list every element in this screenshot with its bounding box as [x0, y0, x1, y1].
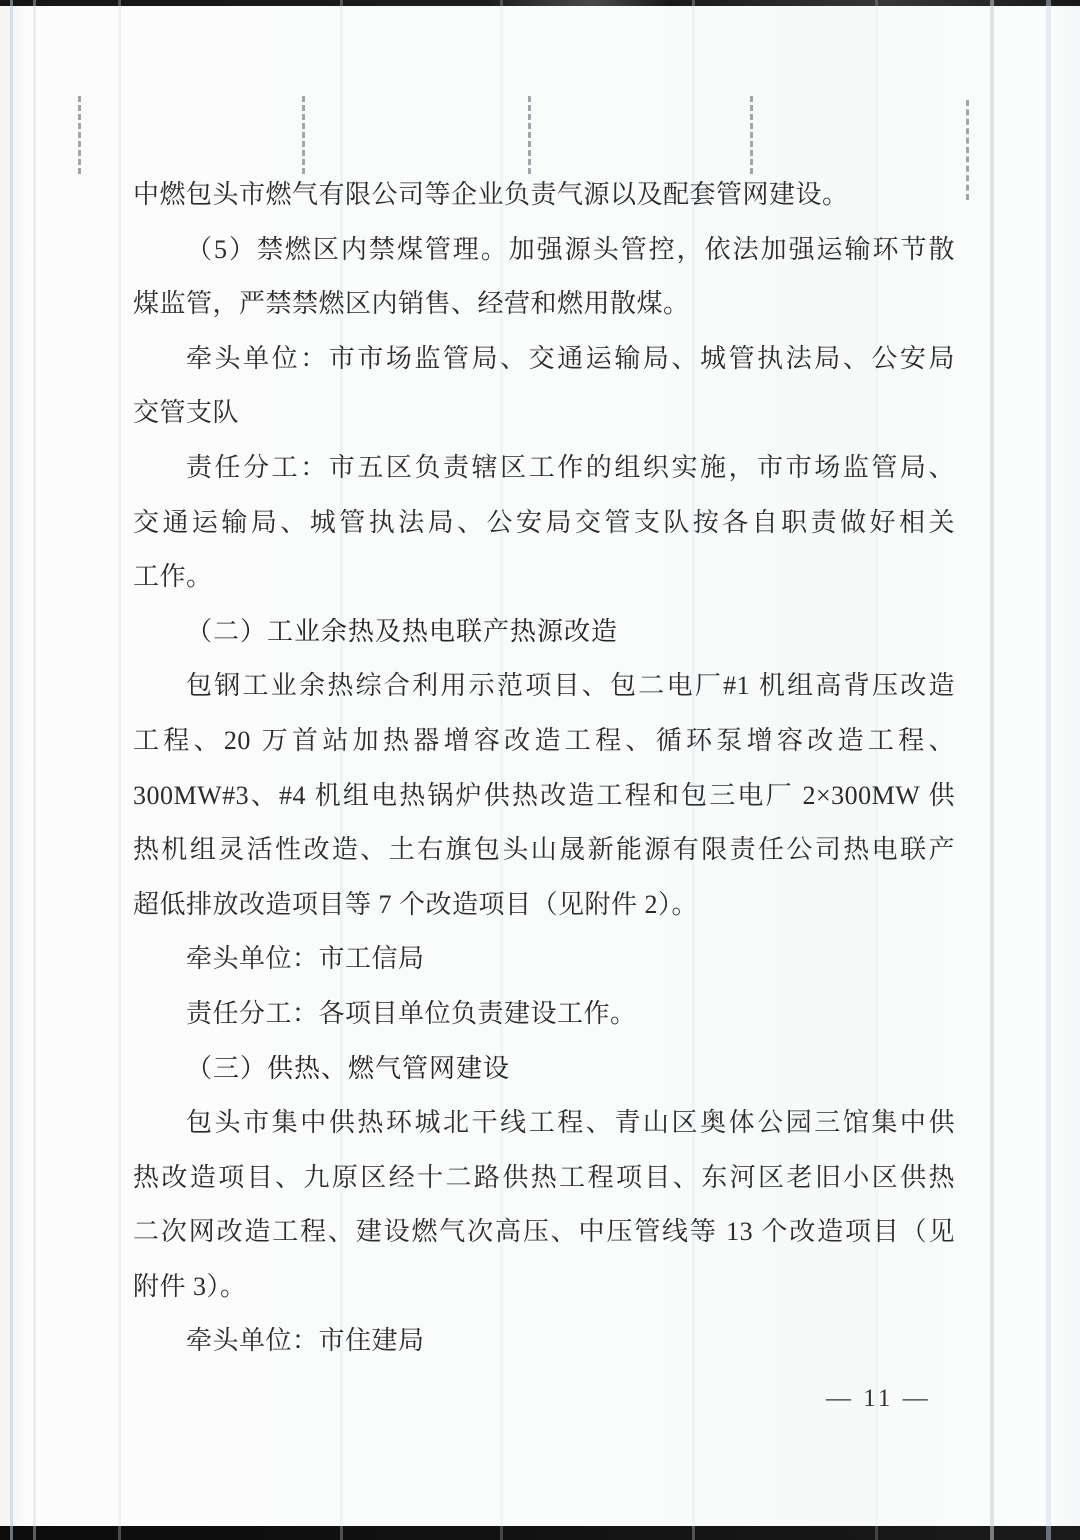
text-line: 责任分工：市五区负责辖区工作的组织实施，市市场监管局、 — [186, 452, 955, 482]
text-line: 附件 3）。 — [133, 1271, 247, 1301]
page-number: — 11 — — [826, 1385, 931, 1412]
text-line: （5）禁燃区内禁煤管理。加强源头管控，依法加强运输环节散 — [186, 234, 955, 264]
text-line: 责任分工：各项目单位负责建设工作。 — [186, 998, 637, 1028]
section-heading-line: （三）供热、燃气管网建设 — [186, 1053, 511, 1083]
scan-dash-mark — [528, 96, 531, 174]
scan-streak-line — [990, 0, 994, 1540]
scan-dash-mark — [966, 100, 969, 200]
scan-edge-top-bar — [0, 0, 1080, 6]
text-line: 交通运输局、城管执法局、公安局交管支队按各自职责做好相关 — [133, 507, 955, 537]
text-line: 牵头单位：市工信局 — [186, 944, 425, 974]
text-line: 热机组灵活性改造、土右旗包头山晟新能源有限责任公司热电联产 — [133, 835, 955, 865]
section-heading-line: （二）工业余热及热电联产热源改造 — [186, 616, 619, 646]
text-line: 超低排放改造项目等 7 个改造项目（见附件 2）。 — [133, 889, 699, 919]
text-line: 牵头单位：市住建局 — [186, 1326, 425, 1356]
text-line: 热改造项目、九原区经十二路供热工程项目、东河区老旧小区供热 — [133, 1162, 955, 1192]
text-line: 300MW#3、#4 机组电热锅炉供热改造工程和包三电厂 2×300MW 供 — [133, 780, 955, 810]
scan-streak-line — [1046, 0, 1051, 1540]
text-line: 工程、20 万首站加热器增容改造工程、循环泵增容改造工程、 — [133, 725, 955, 755]
scan-streak-line — [33, 0, 36, 1540]
text-line: 煤监管，严禁禁燃区内销售、经营和燃用散煤。 — [133, 289, 690, 319]
scan-dash-mark — [78, 96, 81, 174]
text-line: 二次网改造工程、建设燃气次高压、中压管线等 13 个改造项目（见 — [133, 1217, 955, 1247]
text-line: 牵头单位：市市场监管局、交通运输局、城管执法局、公安局 — [186, 343, 955, 373]
scan-dash-mark — [750, 96, 753, 174]
text-line: 包钢工业余热综合利用示范项目、包二电厂#1 机组高背压改造 — [186, 671, 955, 701]
scan-edge-bottom-bar — [0, 1526, 1080, 1540]
text-line: 工作。 — [133, 562, 213, 592]
scan-dash-mark — [302, 96, 305, 174]
scan-streak-line — [10, 0, 13, 1540]
text-line: 包头市集中供热环城北干线工程、青山区奥体公园三馆集中供 — [186, 1108, 955, 1138]
text-line: 交管支队 — [133, 398, 240, 428]
document-text-block — [133, 168, 955, 1369]
text-line: 中燃包头市燃气有限公司等企业负责气源以及配套管网建设。 — [133, 180, 849, 209]
scan-streak-line — [118, 0, 121, 1540]
